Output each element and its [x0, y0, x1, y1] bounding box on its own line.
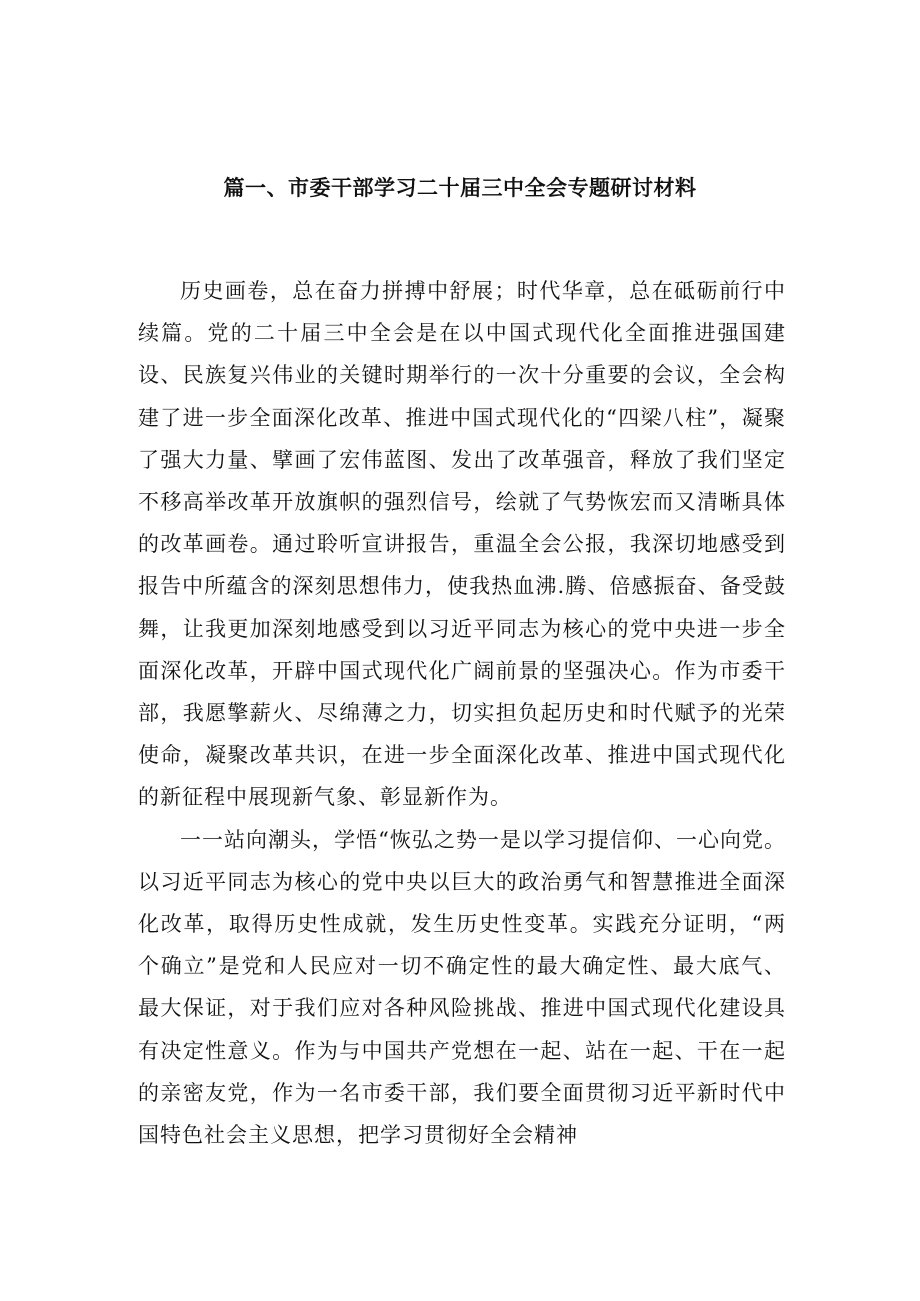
paragraph-section-one: 一一站向潮头，学悟“恢弘之势一是以学习提信仰、一心向党。以习近平同志为核心的党中央以巨大的政治勇气和智慧推进全面深化改革，取得历史性成就，发生历史性变革。实践充分证明，“两个确立”是党和人民应对一切不确定性的最大确定性、最大底气、最大保证，对于我们应对各种风险挑战、推进中国式现代化建设具有决定性意义。作为与中国共产党想在一起、站在一起、干在一起的亲密友党，作为一名市委干部，我们要全面贯彻习近平新时代中国特色社会主义思想，把学习贯彻好全会精神 — [138, 827, 786, 1148]
document-body — [138, 270, 786, 1156]
paragraph-intro: 历史画卷，总在奋力拼搏中舒展；时代华章，总在砥砺前行中续篇。党的二十届三中全会是在以中国式现代化全面推进强国建设、民族复兴伟业的关键时期举行的一次十分重要的会议，全会构建了进一步全面深化改革、推进中国式现代化的“四梁八柱”，凝聚了强大力量、擘画了宏伟蓝图、发出了改革强音，释放了我们坚定不移高举改革开放旗帜的强烈信号，绘就了气势恢宏而又清晰具体的改革画卷。通过聆听宣讲报告，重温全会公报，我深切地感受到报告中所蕴含的深刻思想伟力，使我热血沸.腾、倍感振奋、备受鼓舞，让我更加深刻地感受到以习近平同志为核心的党中央进一步全面深化改革，开辟中国式现代化广阔前景的坚强决心。作为市委干部，我愿擎薪火、尽绵薄之力，切实担负起历史和时代赋予的光荣使命，凝聚改革共识，在进一步全面深化改革、推进中国式现代化的新征程中展现新气象、彰显新作为。 — [138, 279, 786, 810]
document-title: 篇一、市委干部学习二十届三中全会专题研讨材料 — [223, 176, 697, 200]
